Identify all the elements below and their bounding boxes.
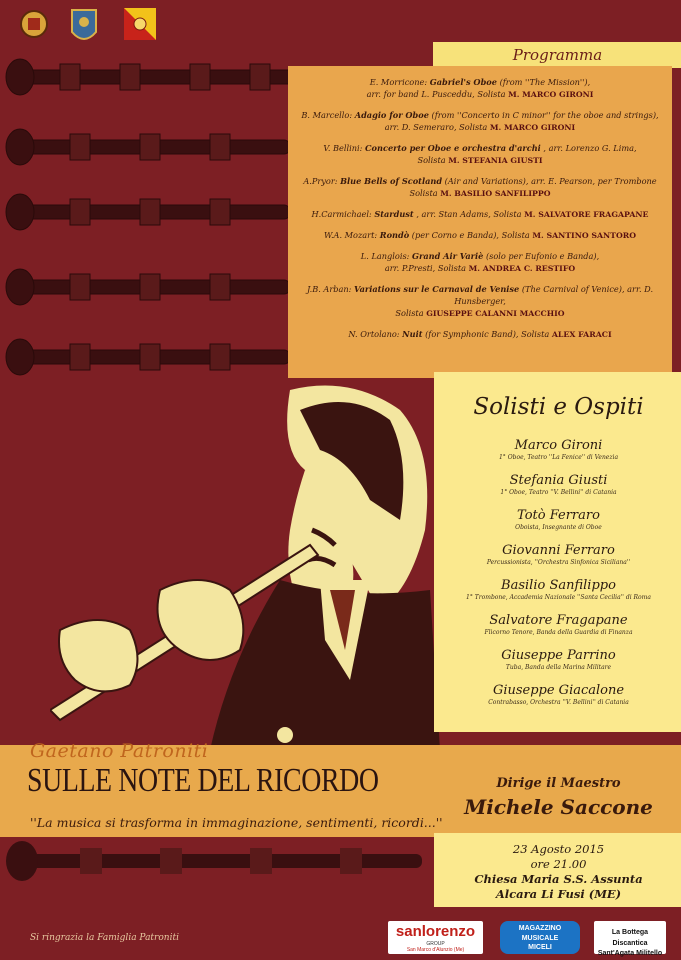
soloist-role: 1° Oboe, Teatro ''La Fenice'' di Venezia xyxy=(498,454,619,461)
program-detail: (for Symphonic Band), Solista xyxy=(425,329,550,339)
event-city: Alcara Li Fusi (ME) xyxy=(495,887,622,901)
program-detail: (solo per Eufonio e Banda), xyxy=(485,251,600,261)
soloist-role: 1° Oboe, Teatro ''V. Bellini'' di Catania xyxy=(500,489,617,496)
program-detail: , arr. Lorenzo G. Lima, xyxy=(543,143,637,153)
program-arrangement: Solista xyxy=(395,308,424,318)
program-work: Variations sur le Carnaval de Venise xyxy=(354,284,520,294)
program-arrangement: Solista xyxy=(417,155,446,165)
soloist-role: Percussionista, ''Orchestra Sinfonica Siciliana'' xyxy=(486,559,631,566)
event-time: ore 21.00 xyxy=(530,857,587,871)
program-item xyxy=(296,328,664,341)
comune-crest-icon xyxy=(68,6,100,52)
program-header: Programma xyxy=(433,42,681,68)
program-work: Nuit xyxy=(402,329,423,339)
author-name: Gaetano Patroniti xyxy=(30,740,209,762)
sanlorenzo-group: GROUP xyxy=(426,941,445,947)
soloist-name: Totò Ferraro xyxy=(517,508,600,523)
program-soloist: ALEX FARACI xyxy=(551,330,612,339)
soloist-entry xyxy=(434,473,681,497)
program-arrangement: Solista xyxy=(409,188,438,198)
soloist-name: Giovanni Ferraro xyxy=(502,543,615,558)
program-detail: (from ''The Mission''), xyxy=(499,77,591,87)
soloist-name: Salvatore Fragapane xyxy=(489,613,628,628)
program-work: Gabriel's Oboe xyxy=(429,77,497,87)
sponsor-sanlorenzo xyxy=(388,921,483,954)
program-composer: E. Morricone: xyxy=(369,77,428,87)
regione-sicilia-icon xyxy=(122,6,158,52)
program-panel xyxy=(288,66,672,378)
program-detail: , arr. Stan Adams, Solista xyxy=(416,209,522,219)
program-composer: A.Pryor: xyxy=(303,176,338,186)
soloist-name: Giuseppe Parrino xyxy=(501,648,616,663)
event-details xyxy=(434,833,681,907)
event-date: 23 Agosto 2015 xyxy=(512,842,605,856)
program-item xyxy=(296,283,664,320)
sanlorenzo-logo-text: sanlorenzo xyxy=(395,923,476,940)
sponsor2-line2: MUSICALE xyxy=(521,935,559,942)
program-composer: H.Carmichael: xyxy=(311,209,372,219)
soloist-entry xyxy=(434,613,681,637)
conductor-label: Dirige il Maestro xyxy=(496,776,621,791)
sponsor-bottega-discantica xyxy=(594,921,666,957)
soloist-entry xyxy=(434,543,681,567)
soloist-entry xyxy=(434,683,681,707)
program-item xyxy=(296,109,664,134)
program-arrangement: arr. for band L. Pusceddu, Solista xyxy=(366,89,506,99)
program-work: Concerto per Oboe e orchestra d'archi xyxy=(365,143,541,153)
program-soloist: M. MARCO GIRONI xyxy=(489,123,576,132)
soloist-role: Tuba, Banda della Marina Militare xyxy=(505,664,612,671)
sponsor2-line3: MICELI xyxy=(528,944,552,951)
concert-title: SULLE NOTE DEL RICORDO xyxy=(27,762,379,799)
sponsor-magazzino-musicale xyxy=(500,921,580,954)
soloist-role: 1° Trombone, Accademia Nazionale ''Santa Cecilia'' di Roma xyxy=(466,594,651,601)
soloist-name: Marco Gironi xyxy=(514,438,603,453)
program-work: Stardust xyxy=(374,209,414,219)
soloist-name: Stefania Giusti xyxy=(509,473,608,488)
sponsor3-line1: La Bottega Discantica xyxy=(611,929,649,947)
program-soloist: M. MARCO GIRONI xyxy=(508,90,594,99)
program-soloist: M. STEFANIA GIUSTI xyxy=(448,156,543,165)
program-arrangement: arr. D. Semeraro, Solista xyxy=(384,122,488,132)
program-soloist: M. ANDREA C. RESTIFO xyxy=(468,264,576,273)
program-item xyxy=(296,229,664,242)
oboist-portrait xyxy=(50,380,440,750)
soloist-entry xyxy=(434,438,681,462)
program-item xyxy=(296,142,664,167)
soloist-entry xyxy=(434,578,681,602)
soloist-entry xyxy=(434,648,681,672)
program-composer: B. Marcello: xyxy=(301,110,353,120)
program-detail: (Air and Variations), arr. E. Pearson, per Trombone xyxy=(444,176,657,186)
municipal-logos xyxy=(18,6,168,54)
bottom-oboe-illustration xyxy=(0,838,434,888)
conductor-box xyxy=(434,748,681,834)
program-item xyxy=(296,76,664,101)
program-detail: (per Corno e Banda), Solista xyxy=(411,230,530,240)
soloist-role: Contrabasso, Orchestra ''V. Bellini'' di Catania xyxy=(488,699,629,706)
program-work: Adagio for Oboe xyxy=(354,110,429,120)
sanlorenzo-location: San Marco d'Alunzio (Me) xyxy=(406,947,465,953)
program-detail: (from ''Concerto in C minor'' for the oboe and strings), xyxy=(431,110,659,120)
sponsor2-line1: MAGAZZINO xyxy=(518,925,562,932)
thanks-note: Si ringrazia la Famiglia Patroniti xyxy=(30,933,179,943)
soloist-role: Oboista, Insegnante di Oboe xyxy=(515,524,602,531)
program-arrangement: arr. P.Presti, Solista xyxy=(384,263,467,273)
program-composer: W.A. Mozart: xyxy=(323,230,378,240)
program-item xyxy=(296,250,664,275)
sponsor3-line2: Sant'Agata Militello xyxy=(597,950,663,957)
tagline: ''La musica si trasforma in immaginazione, sentimenti, ricordi...'' xyxy=(30,815,443,830)
program-soloist: GIUSEPPE CALANNI MACCHIO xyxy=(426,309,565,318)
program-soloist: M. BASILIO SANFILIPPO xyxy=(440,189,551,198)
program-work: Rondò xyxy=(379,230,410,240)
soloists-panel xyxy=(434,372,681,732)
soloist-name: Giuseppe Giacalone xyxy=(492,683,625,698)
conductor-name: Michele Saccone xyxy=(464,795,653,819)
soloists-title: Solisti e Ospiti xyxy=(473,394,644,420)
program-soloist: M. SALVATORE FRAGAPANE xyxy=(524,210,649,219)
program-composer: N. Ortolano: xyxy=(348,329,400,339)
event-venue: Chiesa Maria S.S. Assunta xyxy=(474,872,643,886)
program-work: Grand Air Variè xyxy=(412,251,484,261)
soloists-list xyxy=(434,438,681,707)
program-composer: J.B. Arban: xyxy=(306,284,352,294)
program-item xyxy=(296,175,664,200)
program-composer: V. Bellini: xyxy=(323,143,363,153)
program-item xyxy=(296,208,664,221)
program-soloist: M. SANTINO SANTORO xyxy=(532,231,637,240)
program-work: Blue Bells of Scotland xyxy=(340,176,443,186)
program-detail: (The Carnival of Venice), arr. D. Hunsberger, xyxy=(454,284,654,306)
soloist-name: Basilio Sanfilippo xyxy=(501,578,616,593)
coat-of-arms-icon xyxy=(18,6,50,46)
soloist-entry xyxy=(434,508,681,532)
soloist-role: Flicorno Tenore, Banda della Guardia di Finanza xyxy=(484,629,633,636)
program-composer: L. Langlois: xyxy=(360,251,410,261)
